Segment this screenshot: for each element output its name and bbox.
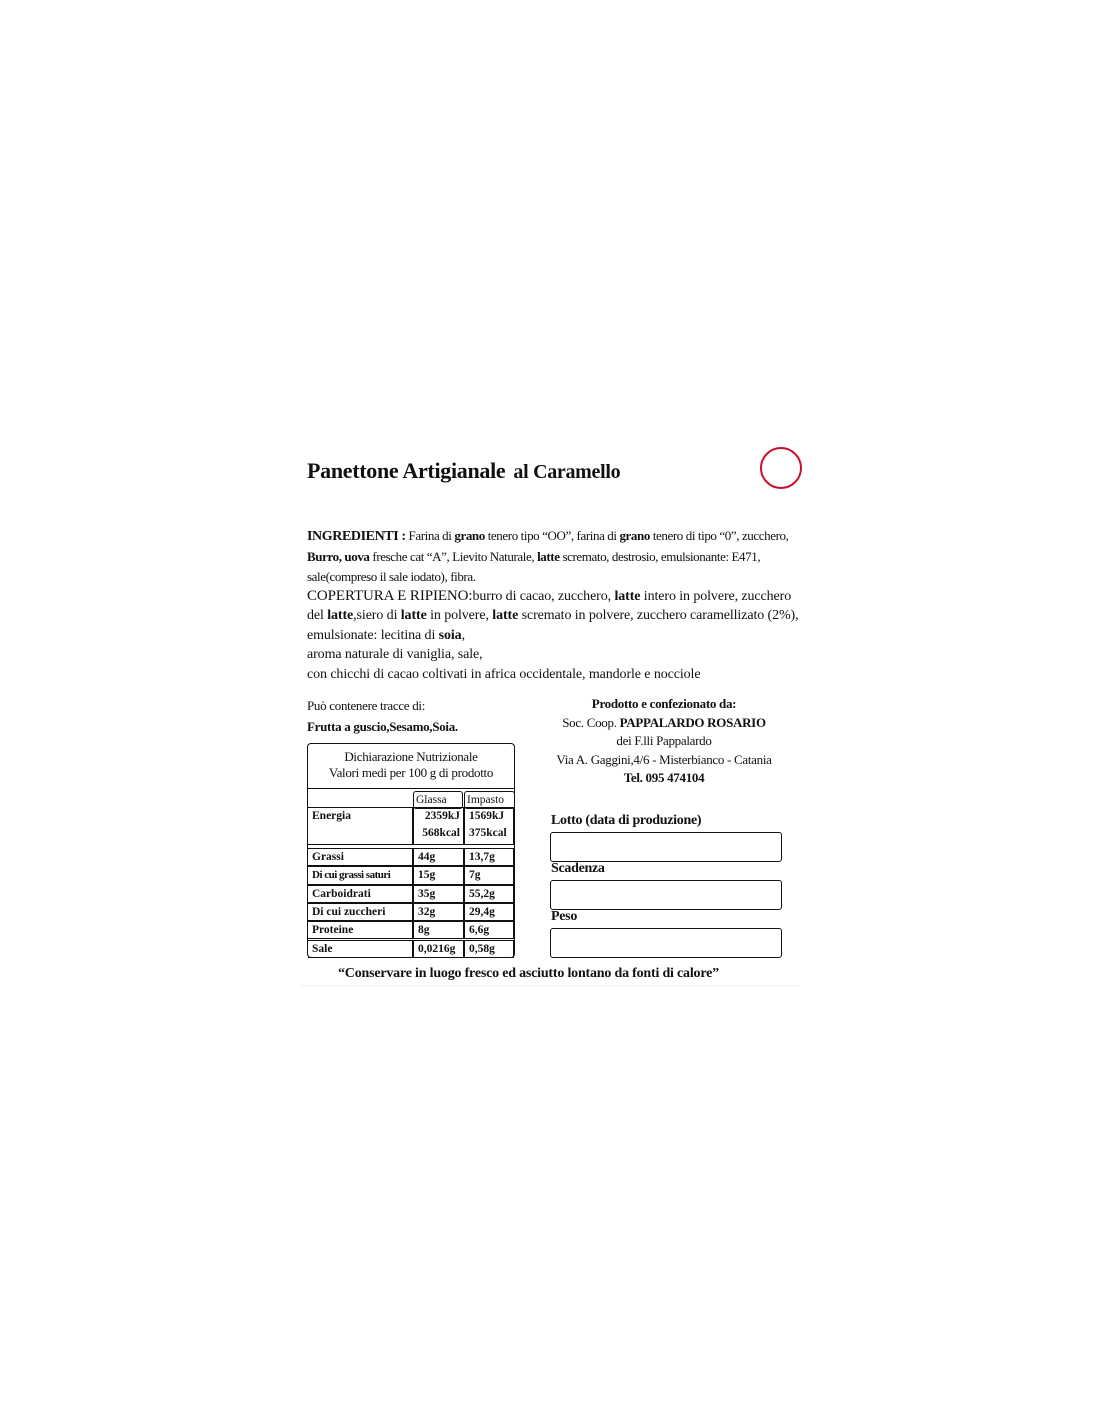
ingredients-segment: grano xyxy=(454,528,485,543)
coating-segment: con chicchi di cacao coltivati in africa occidentale, mandorle e nocciole xyxy=(307,666,701,682)
producer-info xyxy=(536,695,792,788)
coating-segment: latte xyxy=(400,608,427,624)
coating-segment: latte xyxy=(492,608,519,624)
coating-segment: burro di cacao, zucchero, xyxy=(472,589,615,604)
nutrition-label: Proteine xyxy=(308,921,413,939)
nutrition-label: Di cui grassi saturi xyxy=(308,866,413,884)
energy-value: 1569kJ xyxy=(469,810,505,822)
bottom-rule xyxy=(300,985,800,986)
ingredients-segment: tenero tipo “OO”, farina di xyxy=(484,528,620,543)
producer-company xyxy=(536,714,792,733)
coating-segment: in polvere, xyxy=(426,608,493,624)
coating-segment: aroma naturale di vaniglia, sale, xyxy=(307,647,483,663)
energy-value: 375kcal xyxy=(469,827,507,839)
traces-label: Può contenere tracce di: xyxy=(307,698,426,713)
producer-phone: Tel. 095 474104 xyxy=(623,770,705,785)
lotto-field[interactable] xyxy=(550,832,782,862)
storage-note: “Conservare in luogo fresco ed asciutto lontano da fonti di calore” xyxy=(338,966,719,981)
nutrition-value-glassa: 15g xyxy=(413,866,464,884)
allergen-traces xyxy=(307,695,458,737)
column-header-impasto: Impasto xyxy=(464,791,515,809)
peso-label: Peso xyxy=(551,909,578,924)
ingredients-segment: scremato, destrosio, emulsionante: E471, sale(compreso il sale iodato), fibra. xyxy=(307,549,761,584)
producer-company-prefix: Soc. Coop. xyxy=(562,714,620,730)
nutrition-value-impasto: 13,7g xyxy=(464,848,514,866)
nutrition-value-glassa: 44g xyxy=(413,848,464,866)
coating-segment: , xyxy=(461,627,465,643)
column-header-glassa: Glassa xyxy=(413,791,463,809)
nutrition-value-impasto: 29,4g xyxy=(464,903,514,921)
nutrition-label-energia: Energia xyxy=(308,807,413,845)
energy-value: 2359kJ xyxy=(424,810,460,822)
product-title xyxy=(307,458,620,484)
nutrition-value-impasto: 55,2g xyxy=(464,885,514,903)
ingredients-segment: tenero di tipo “0”, zucchero, xyxy=(649,528,789,543)
peso-field[interactable] xyxy=(550,928,782,958)
nutrition-label: Grassi xyxy=(308,848,413,866)
nutrition-value-impasto: 7g xyxy=(464,866,514,884)
scadenza-field[interactable] xyxy=(550,880,782,910)
ingredients-segment: Burro, uova xyxy=(307,549,370,564)
nutrition-heading xyxy=(308,749,514,781)
producer-heading: Prodotto e confezionato da: xyxy=(591,696,737,711)
red-circle-mark xyxy=(760,447,802,489)
coating-segment: latte xyxy=(327,608,354,624)
heading-divider xyxy=(308,788,514,789)
nutrition-subtitle: Valori medi per 100 g di prodotto xyxy=(328,765,494,780)
producer-company-name: PAPPALARDO ROSARIO xyxy=(619,714,766,730)
coating-segment: intero in polvere, zucchero del xyxy=(307,589,792,624)
nutrition-panel xyxy=(307,743,515,958)
coating-segment: soia xyxy=(438,627,462,643)
ingredients-segment: latte xyxy=(537,549,560,564)
coating-label: COPERTURA E RIPIENO: xyxy=(307,588,473,604)
ingredients-label: INGREDIENTI : xyxy=(307,529,406,544)
coating-segment: latte xyxy=(614,589,641,604)
ingredients-segment: grano xyxy=(619,528,650,543)
traces-list: Frutta a guscio,Sesamo,Soia. xyxy=(307,719,458,734)
nutrition-label: Sale xyxy=(308,940,413,958)
nutrition-value-impasto: 0,58g xyxy=(464,940,514,958)
producer-subtitle: dei F.lli Pappalardo xyxy=(616,733,712,748)
nutrition-value-glassa: 35g xyxy=(413,885,464,903)
product-title-main: Panettone Artigianale xyxy=(307,458,506,483)
product-title-sub: al Caramello xyxy=(513,461,621,483)
scadenza-label: Scadenza xyxy=(551,861,605,876)
nutrition-value-impasto xyxy=(464,807,514,845)
nutrition-value-glassa: 8g xyxy=(413,921,464,939)
coating-segment: ,siero di xyxy=(353,608,401,624)
ingredients-segment: Farina di xyxy=(405,528,455,543)
nutrition-value-glassa: 0,0216g xyxy=(413,940,464,958)
producer-address: Via A. Gaggini,4/6 - Misterbianco - Catania xyxy=(556,751,772,767)
lotto-label: Lotto (data di produzione) xyxy=(551,813,702,828)
coating-segment: scremato in polvere, zucchero caramellizato (2%), emulsionate: lecitina di xyxy=(307,608,799,643)
energy-value: 568kcal xyxy=(422,827,460,839)
coating-filling-text xyxy=(307,587,807,684)
nutrition-value-impasto: 6,6g xyxy=(464,921,514,939)
ingredients-text xyxy=(307,526,802,587)
nutrition-title: Dichiarazione Nutrizionale xyxy=(344,749,478,764)
nutrition-value-glassa xyxy=(413,807,464,845)
nutrition-label: Di cui zuccheri xyxy=(308,903,413,921)
nutrition-value-glassa: 32g xyxy=(413,903,464,921)
nutrition-label: Carboidrati xyxy=(308,885,413,903)
ingredients-segment: fresche cat “A”, Lievito Naturale, xyxy=(369,549,538,564)
